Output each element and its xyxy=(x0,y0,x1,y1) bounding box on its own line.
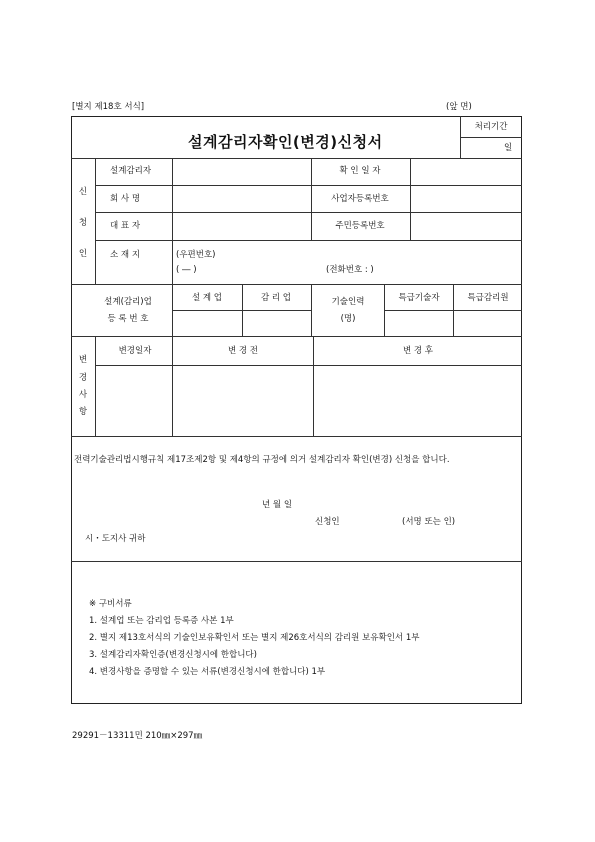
changes-bottom-rule xyxy=(71,436,522,437)
design-business-header: 설 계 업 xyxy=(191,293,223,303)
changes-char-2: 경 xyxy=(78,373,88,383)
resident-no-label: 주민등록번호 xyxy=(335,221,385,231)
confirm-date-label: 확 인 일 자 xyxy=(339,166,381,176)
changes-before-after-divider xyxy=(313,336,314,436)
application-statement: 전력기술관리법시행규칙 제17조제2항 및 제4항의 규정에 의거 설계감리자 확인(변경) 신청을 합니다. xyxy=(74,455,450,465)
supervision-business-header: 감 리 업 xyxy=(260,293,292,303)
reg-mid-rule-right xyxy=(384,310,522,311)
form-reference: [별지 제18호 서식] xyxy=(72,102,145,112)
changes-char-3: 사 xyxy=(78,390,88,400)
postal-code-format: ( ― ) xyxy=(176,265,197,275)
reg-supervision-divider xyxy=(311,284,312,336)
before-change-header: 변 경 전 xyxy=(227,346,259,356)
changes-header-rule xyxy=(95,365,522,366)
page-side-label: (앞 면) xyxy=(446,102,472,112)
registration-label-line1: 설계(감리)업 xyxy=(104,297,152,307)
form-title: 설계감리자확인(변경)신청서 xyxy=(188,133,383,151)
changes-char-1: 변 xyxy=(78,355,88,365)
row-rule-2 xyxy=(95,212,522,213)
address-label: 소 재 지 xyxy=(110,250,141,260)
applicant-right-divider xyxy=(410,158,411,240)
special-engineer-header: 특급기술자 xyxy=(398,293,440,303)
applicant-char-2: 청 xyxy=(78,218,88,228)
row-rule-3 xyxy=(95,240,522,241)
document-item-1: 1. 설계업 또는 감리업 등록증 사본 1부 xyxy=(89,616,234,626)
applicant-char-3: 인 xyxy=(78,249,88,259)
row-rule-1 xyxy=(95,185,522,186)
form-code-footer: 29291－13311민 210㎜×297㎜ xyxy=(72,731,203,741)
processing-split xyxy=(460,137,522,138)
change-date-header: 변경일자 xyxy=(118,346,152,356)
signature-date: 년 월 일 xyxy=(262,500,293,510)
title-bottom-rule xyxy=(71,158,522,159)
changes-group-divider xyxy=(95,336,96,436)
document-item-2: 2. 별지 제13호서식의 기술인보유확인서 또는 별지 제26호서식의 감리원 보유확인서 1부 xyxy=(89,633,420,643)
signature-bottom-rule xyxy=(71,561,522,562)
tech-personnel-label-line2: (명) xyxy=(340,314,356,324)
reg-mid-rule-left xyxy=(172,310,311,311)
sign-or-seal-label: (서명 또는 인) xyxy=(402,517,456,527)
phone-label: (전화번호 : ) xyxy=(326,265,374,275)
documents-heading: ※ 구비서류 xyxy=(89,599,132,609)
document-item-4: 4. 변경사항을 증명할 수 있는 서류(변경신청시에 한합니다) 1부 xyxy=(89,667,326,677)
changes-date-divider xyxy=(172,336,173,436)
applicant-group-divider xyxy=(95,158,96,284)
company-label: 회 사 명 xyxy=(110,194,141,204)
supervisor-label: 설계감리자 xyxy=(110,166,152,176)
document-item-3: 3. 설계감리자확인증(변경신청시에 한합니다) xyxy=(89,650,257,660)
applicant-mid-divider xyxy=(311,158,312,240)
applicant-char-1: 신 xyxy=(78,187,88,197)
registration-bottom-rule xyxy=(71,336,522,337)
applicant-label-divider xyxy=(172,158,173,284)
registration-label-line2: 등 록 번 호 xyxy=(107,314,149,324)
required-documents xyxy=(89,596,419,681)
representative-label: 대 표 자 xyxy=(110,221,141,231)
addressee: 시・도지사 귀하 xyxy=(85,534,146,544)
processing-period-unit: 일 xyxy=(504,143,513,153)
after-change-header: 변 경 후 xyxy=(402,346,434,356)
business-no-label: 사업자등록번호 xyxy=(331,194,389,204)
processing-period-label: 처리기간 xyxy=(474,122,508,132)
applicant-bottom-rule xyxy=(71,284,522,285)
applicant-signature-label: 신청인 xyxy=(315,517,340,527)
tech-personnel-label-line1: 기술인력 xyxy=(331,297,365,307)
postal-code-label: (우편번호) xyxy=(176,250,216,260)
special-supervisor-header: 특급감리원 xyxy=(467,293,509,303)
changes-char-4: 항 xyxy=(78,407,88,417)
